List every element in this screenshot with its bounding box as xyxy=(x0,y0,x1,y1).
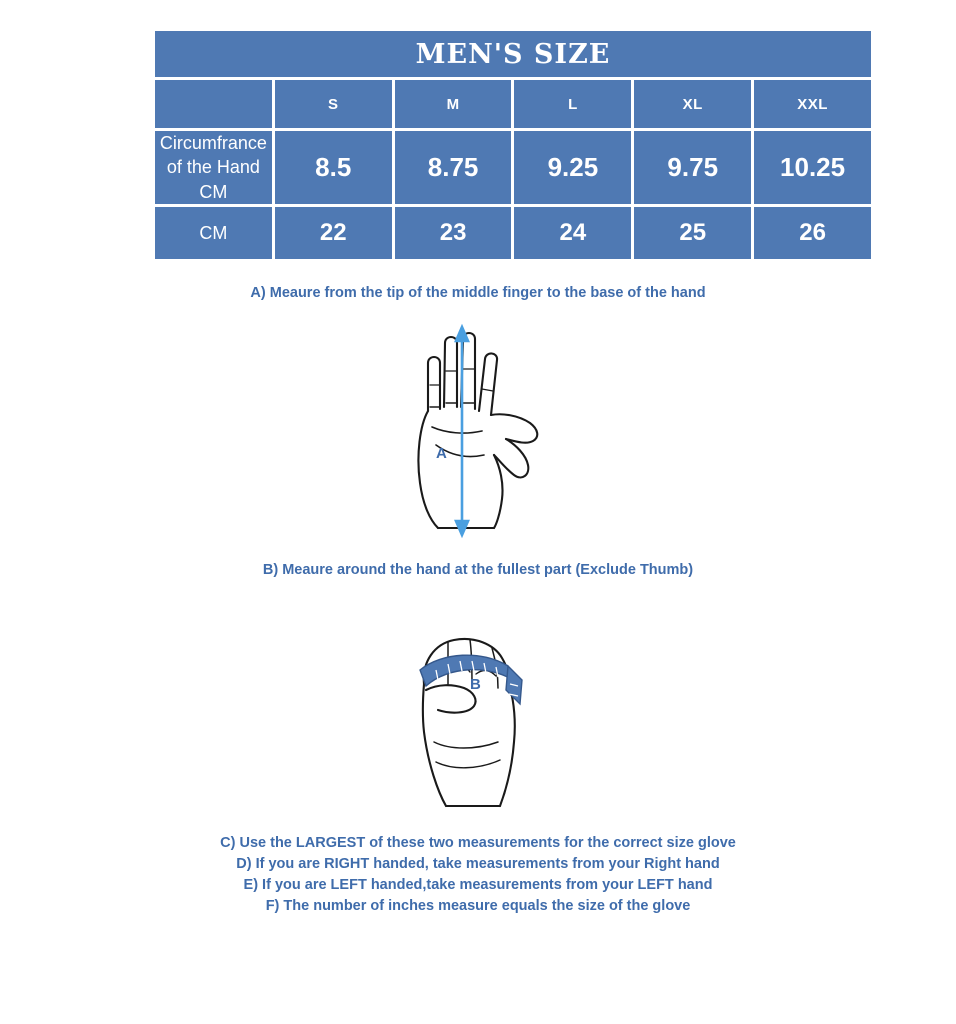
note-f: F) The number of inches measure equals the size of the glove xyxy=(265,898,691,914)
caption-step-b: B) Meaure around the hand at the fullest part (Exclude Thumb) xyxy=(262,562,694,578)
caption-step-a: A) Meaure from the tip of the middle finger to the base of the hand xyxy=(250,285,706,301)
cell-circumference-xxl: 10.25 xyxy=(754,131,871,204)
table-title-row xyxy=(155,31,871,77)
table-title: MEN'S SIZE xyxy=(155,31,871,77)
note-c: C) Use the LARGEST of these two measurements for the correct size glove xyxy=(220,835,736,851)
size-table-container xyxy=(152,28,874,262)
cell-cm-xl: 25 xyxy=(634,207,751,259)
table-corner-cell xyxy=(155,80,272,128)
footer-notes xyxy=(0,833,956,917)
table-header-row xyxy=(155,80,871,128)
cell-cm-s: 22 xyxy=(275,207,392,259)
cell-circumference-s: 8.5 xyxy=(275,131,392,204)
figure-label-b: B xyxy=(470,676,481,693)
cell-cm-m: 23 xyxy=(395,207,512,259)
note-d: D) If you are RIGHT handed, take measurements from your Right hand xyxy=(236,856,720,872)
row-label-circumference: Circumfrance of the Hand CM xyxy=(155,131,272,204)
table-row xyxy=(155,131,871,204)
figure-hand-circumference xyxy=(390,592,566,824)
cell-circumference-l: 9.25 xyxy=(514,131,631,204)
cell-circumference-xl: 9.75 xyxy=(634,131,751,204)
table-header-s: S xyxy=(275,80,392,128)
hand-circumference-illustration xyxy=(390,592,566,824)
cell-cm-xxl: 26 xyxy=(754,207,871,259)
table-header-xl: XL xyxy=(634,80,751,128)
cell-cm-l: 24 xyxy=(514,207,631,259)
table-header-l: L xyxy=(514,80,631,128)
table-header-xxl: XXL xyxy=(754,80,871,128)
hand-length-illustration xyxy=(390,315,566,547)
note-e: E) If you are LEFT handed,take measurements from your LEFT hand xyxy=(243,877,713,893)
table-header-m: M xyxy=(395,80,512,128)
row-label-cm: CM xyxy=(155,207,272,259)
size-table xyxy=(152,28,874,262)
cell-circumference-m: 8.75 xyxy=(395,131,512,204)
figure-hand-length xyxy=(390,315,566,547)
figure-label-a: A xyxy=(436,445,447,462)
table-row xyxy=(155,207,871,259)
